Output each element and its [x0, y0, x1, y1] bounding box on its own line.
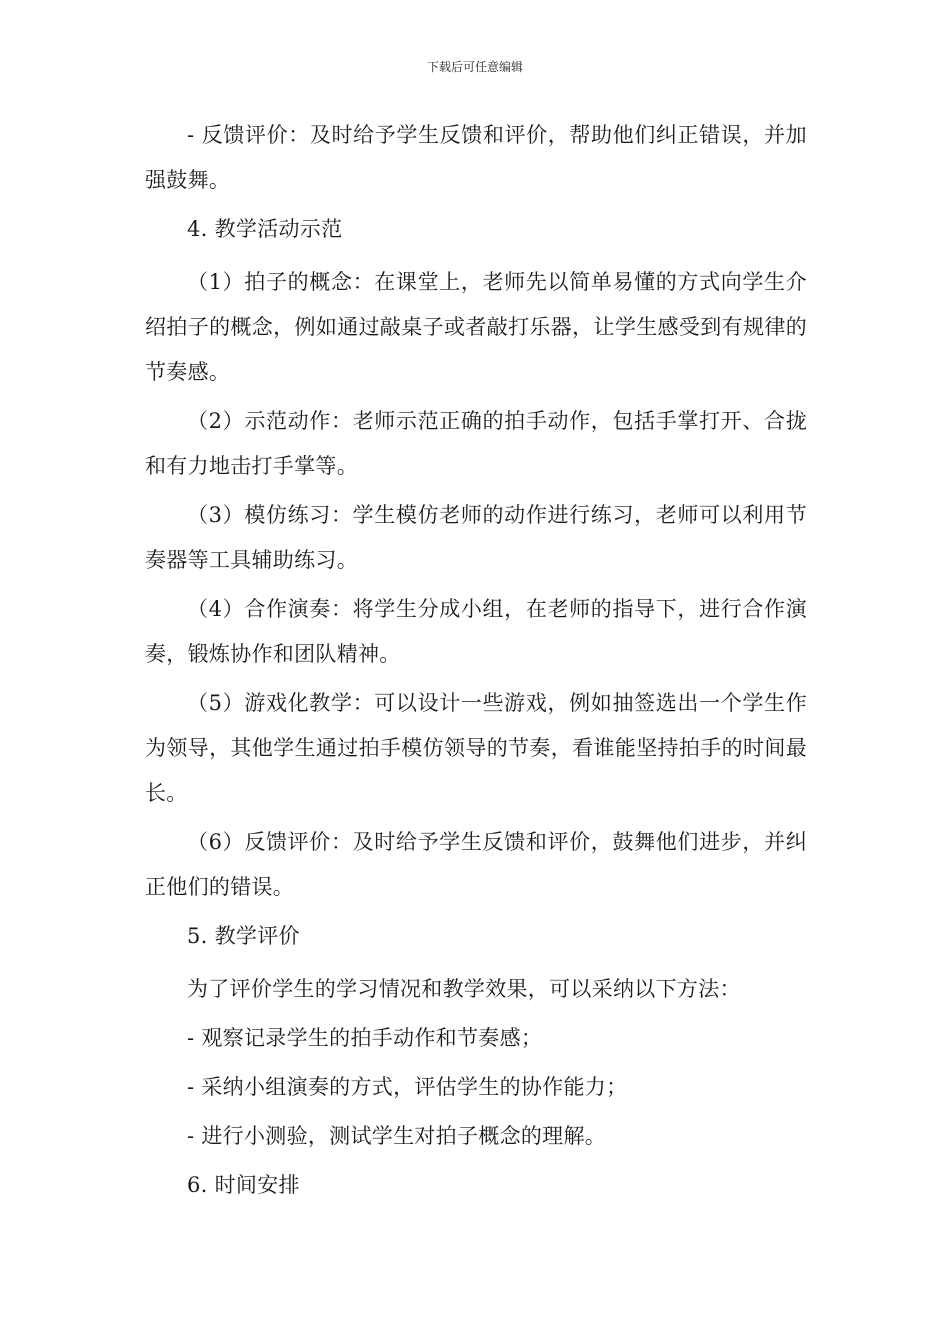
- section-heading-teaching-evaluation: 5. 教学评价: [187, 924, 300, 948]
- document-body: [145, 113, 807, 1216]
- list-item-quiz: - 进行小测验，测试学生对拍子概念的理解。: [187, 1124, 607, 1148]
- paragraph-evaluation-intro: 为了评价学生的学习情况和教学效果，可以采纳以下方法：: [187, 977, 741, 1001]
- paragraph-feedback-encouragement: （6）反馈评价：及时给予学生反馈和评价，鼓舞他们进步，并纠正他们的错误。: [145, 830, 807, 899]
- paragraph-ensemble-performance: （4）合作演奏：将学生分成小组，在老师的指导下，进行合作演奏，锻炼协作和团队精神。: [145, 597, 807, 666]
- list-item-observe: - 观察记录学生的拍手动作和节奏感；: [187, 1026, 543, 1050]
- paragraph-demo-action: （2）示范动作：老师示范正确的拍手动作，包括手掌打开、合拢和有力地击打手掌等。: [145, 409, 807, 478]
- section-heading-teaching-demo: 4. 教学活动示范: [187, 217, 343, 241]
- paragraph-gamified-teaching: （5）游戏化教学：可以设计一些游戏，例如抽签选出一个学生作为领导，其他学生通过拍手模仿领导的节奏，看谁能坚持拍手的时间最长。: [145, 691, 807, 805]
- section-heading-schedule: 6. 时间安排: [187, 1173, 300, 1197]
- page-header: 下载后可任意编辑: [426, 60, 523, 74]
- paragraph-imitation-practice: （3）模仿练习：学生模仿老师的动作进行练习，老师可以利用节奏器等工具辅助练习。: [145, 503, 807, 572]
- paragraph-feedback-evaluation: - 反馈评价：及时给予学生反馈和评价，帮助他们纠正错误，并加强鼓舞。: [145, 123, 807, 192]
- paragraph-beat-concept: （1）拍子的概念：在课堂上，老师先以简单易懂的方式向学生介绍拍子的概念，例如通过敲桌子或者敲打乐器，让学生感受到有规律的节奏感。: [145, 270, 807, 384]
- list-item-group-performance: - 采纳小组演奏的方式，评估学生的协作能力；: [187, 1075, 628, 1099]
